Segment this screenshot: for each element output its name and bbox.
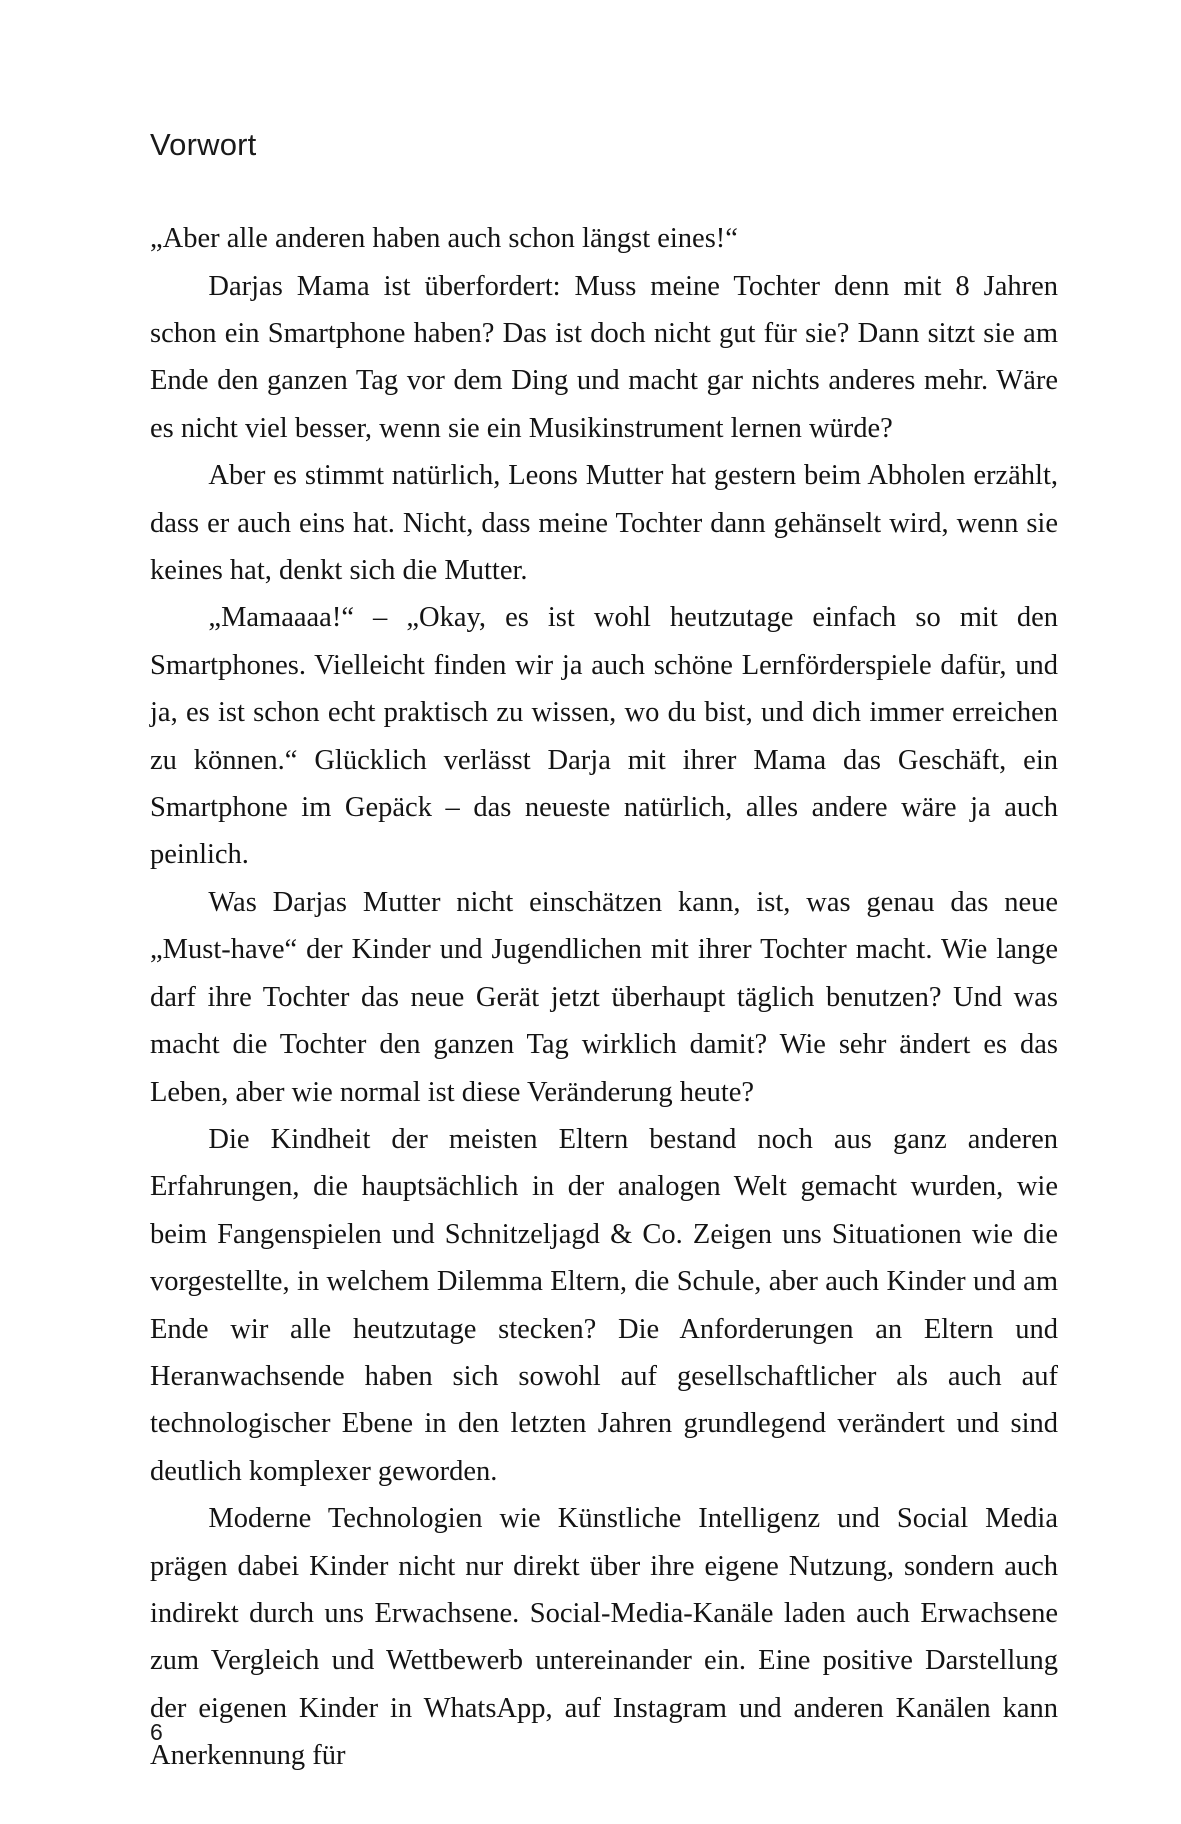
paragraph: Aber es stimmt natürlich, Leons Mutter hat gestern beim Abholen erzählt, dass er auch eins hat. Nicht, dass meine Tochter dann gehänselt wird, wenn sie keines hat, denkt sich die Mutter.: [150, 460, 1058, 587]
page-content: [150, 126, 1058, 1780]
paragraph: Moderne Technologien wie Künstliche Intelligenz und Social Media prägen dabei Kinder nicht nur direkt über ihre eigene Nutzung, sondern auch indirekt durch uns Erwachsene. Social-Media-Kanäle laden auch Erwachsene zum Vergleich und Wettbewerb untereinander ein. Eine positive Darstellung der eigenen Kinder in WhatsApp, auf Instagram und anderen Kanälen kann Anerkennung für: [150, 1503, 1058, 1772]
body-text-container: [150, 215, 1058, 1779]
page-number: 6: [150, 1719, 163, 1745]
paragraph: Was Darjas Mutter nicht einschätzen kann, ist, was genau das neue „Must-have“ der Kinder und Jugendlichen mit ihrer Tochter macht. Wie lange darf ihre Tochter das neue Gerät jetzt überhaupt täglich benutzen? Und was macht die Tochter den ganzen Tag wirklich damit? Wie sehr ändert es das Leben, aber wie normal ist diese Veränderung heute?: [150, 886, 1058, 1108]
paragraph: Darjas Mama ist überfordert: Muss meine Tochter denn mit 8 Jahren schon ein Smartphone haben? Das ist doch nicht gut für sie? Dann sitzt sie am Ende den ganzen Tag vor dem Ding und macht gar nichts anderes mehr. Wäre es nicht viel besser, wenn sie ein Musikinstrument lernen würde?: [150, 270, 1058, 444]
paragraph: „Mamaaaa!“ – „Okay, es ist wohl heutzutage einfach so mit den Smartphones. Vielleicht finden wir ja auch schöne Lernförderspiele dafür, und ja, es ist schon echt praktisch zu wissen, wo du bist, und dich immer erreichen zu können.“ Glücklich verlässt Darja mit ihrer Mama das Geschäft, ein Smartphone im Gepäck – das neueste natürlich, alles andere wäre ja auch peinlich.: [150, 602, 1058, 871]
paragraph: Die Kindheit der meisten Eltern bestand noch aus ganz anderen Erfahrungen, die hauptsächlich in der analogen Welt gemacht wurden, wie beim Fangenspielen und Schnitzeljagd & Co. Zeigen uns Situationen wie die vorgestellte, in welchem Dilemma Eltern, die Schule, aber auch Kinder und am Ende wir alle heutzutage stecken? Die Anforderungen an Eltern und Heranwachsende haben sich sowohl auf gesellschaftlicher als auch auf technologischer Ebene in den letzten Jahren grundlegend verändert und sind deutlich komplexer geworden.: [150, 1123, 1058, 1487]
page-title: Vorwort: [150, 127, 257, 162]
paragraph: „Aber alle anderen haben auch schon längst eines!“: [150, 223, 738, 255]
